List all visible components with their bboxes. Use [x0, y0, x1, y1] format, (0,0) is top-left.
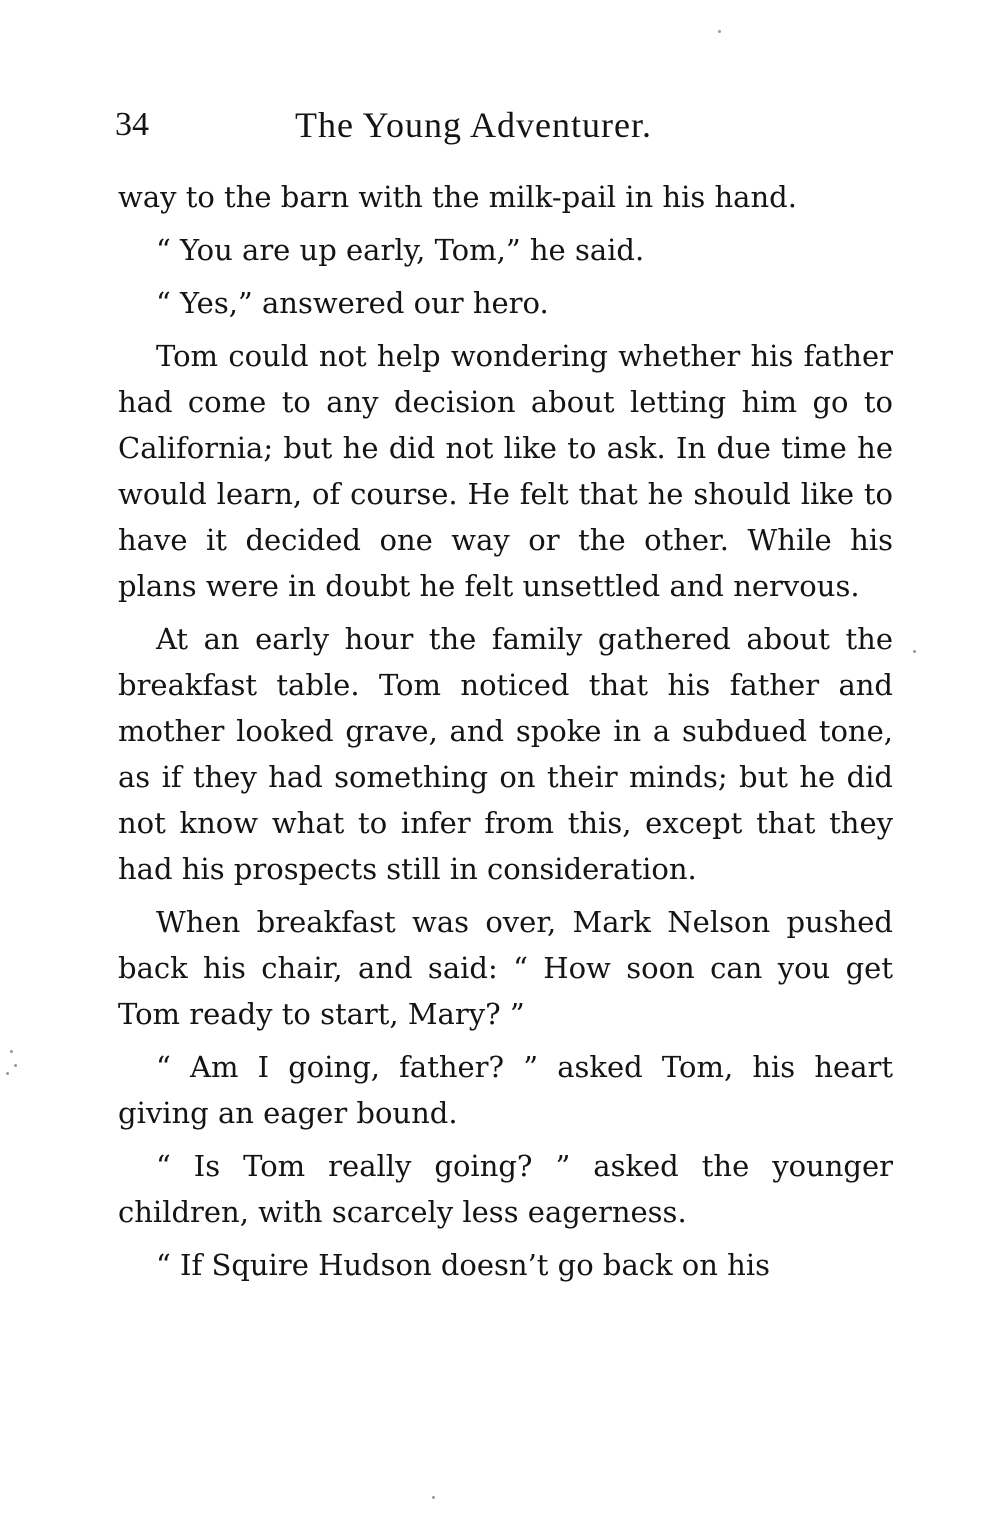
running-head	[115, 100, 895, 150]
paragraph: At an early hour the family gathered about the breakfast table. Tom noticed that his father and mother looked grave, and spoke in a subdued tone, as if they had something on their minds; but he did not know what to infer from this, except that they had his prospects still in consideration.	[118, 622, 893, 886]
scan-speck	[14, 1064, 17, 1067]
scan-speck	[718, 30, 721, 33]
paragraph: “ If Squire Hudson doesn’t go back on his	[156, 1248, 770, 1282]
paragraph: “ Yes,” answered our hero.	[156, 286, 549, 320]
paragraph: When breakfast was over, Mark Nelson pushed back his chair, and said: “ How soon can you get Tom ready to start, Mary? ”	[118, 905, 893, 1031]
paragraph: “ Is Tom really going? ” asked the younger children, with scarcely less eagerness.	[118, 1149, 893, 1229]
scan-speck	[6, 1072, 9, 1075]
paragraph: “ You are up early, Tom,” he said.	[156, 233, 645, 267]
scan-speck	[913, 650, 916, 653]
scan-speck	[432, 1496, 435, 1499]
paragraph: Tom could not help wondering whether his father had come to any decision about letting him go to California; but he did not like to ask. In due time he would learn, of course. He felt that he should like to have it decided one way or the other. While his plans were in doubt he felt unsettled and nervous.	[118, 339, 893, 603]
scan-speck	[10, 1050, 13, 1053]
book-title: The Young Adventurer.	[295, 105, 652, 145]
paragraph-continuation: way to the barn with the milk-pail in his hand.	[118, 180, 797, 214]
page-number: 34	[115, 106, 149, 143]
paragraph: “ Am I going, father? ” asked Tom, his heart giving an eager bound.	[118, 1050, 893, 1130]
body-text	[118, 174, 893, 1295]
